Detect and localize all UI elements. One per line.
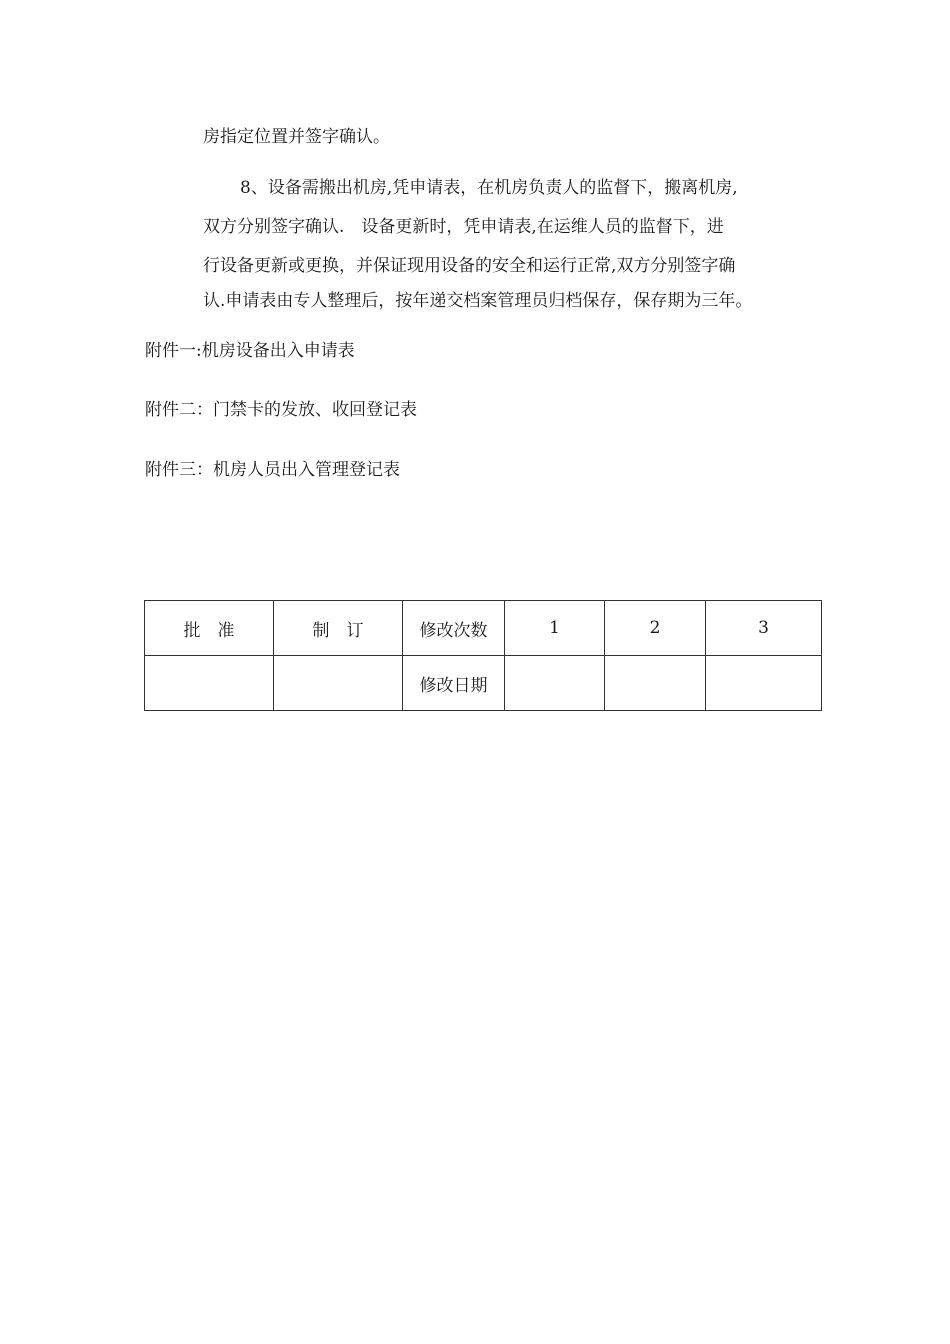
draft-value — [274, 656, 403, 711]
revision-date-1 — [505, 656, 605, 711]
body-line-5: 认.申请表由专人整理后，按年递交档案管理员归档保存，保存期为三年。 — [203, 291, 753, 311]
revision-date-3 — [706, 656, 822, 711]
body-line-1: 房指定位置并签字确认。 — [203, 127, 390, 147]
approve-label: 批 准 — [145, 601, 274, 656]
draft-label: 制 订 — [274, 601, 403, 656]
body-line-2: 8、设备需搬出机房,凭申请表，在机房负责人的监督下，搬离机房, — [240, 178, 738, 198]
revision-count-label: 修改次数 — [403, 601, 505, 656]
revision-number-2: 2 — [605, 601, 706, 656]
table-row — [145, 601, 822, 656]
attachment-1: 附件一:机房设备出入申请表 — [145, 341, 355, 361]
attachment-3: 附件三：机房人员出入管理登记表 — [145, 460, 400, 480]
revision-number-1: 1 — [505, 601, 605, 656]
table-row — [145, 656, 822, 711]
revision-table — [144, 600, 822, 711]
attachment-2: 附件二：门禁卡的发放、收回登记表 — [145, 400, 417, 420]
revision-date-label: 修改日期 — [403, 656, 505, 711]
body-line-3: 双方分别签字确认. 设备更新时，凭申请表,在运维人员的监督下，进 — [203, 217, 724, 237]
body-line-4: 行设备更新或更换，并保证现用设备的安全和运行正常,双方分别签字确 — [203, 256, 736, 276]
approve-value — [145, 656, 274, 711]
revision-date-2 — [605, 656, 706, 711]
revision-number-3: 3 — [706, 601, 822, 656]
